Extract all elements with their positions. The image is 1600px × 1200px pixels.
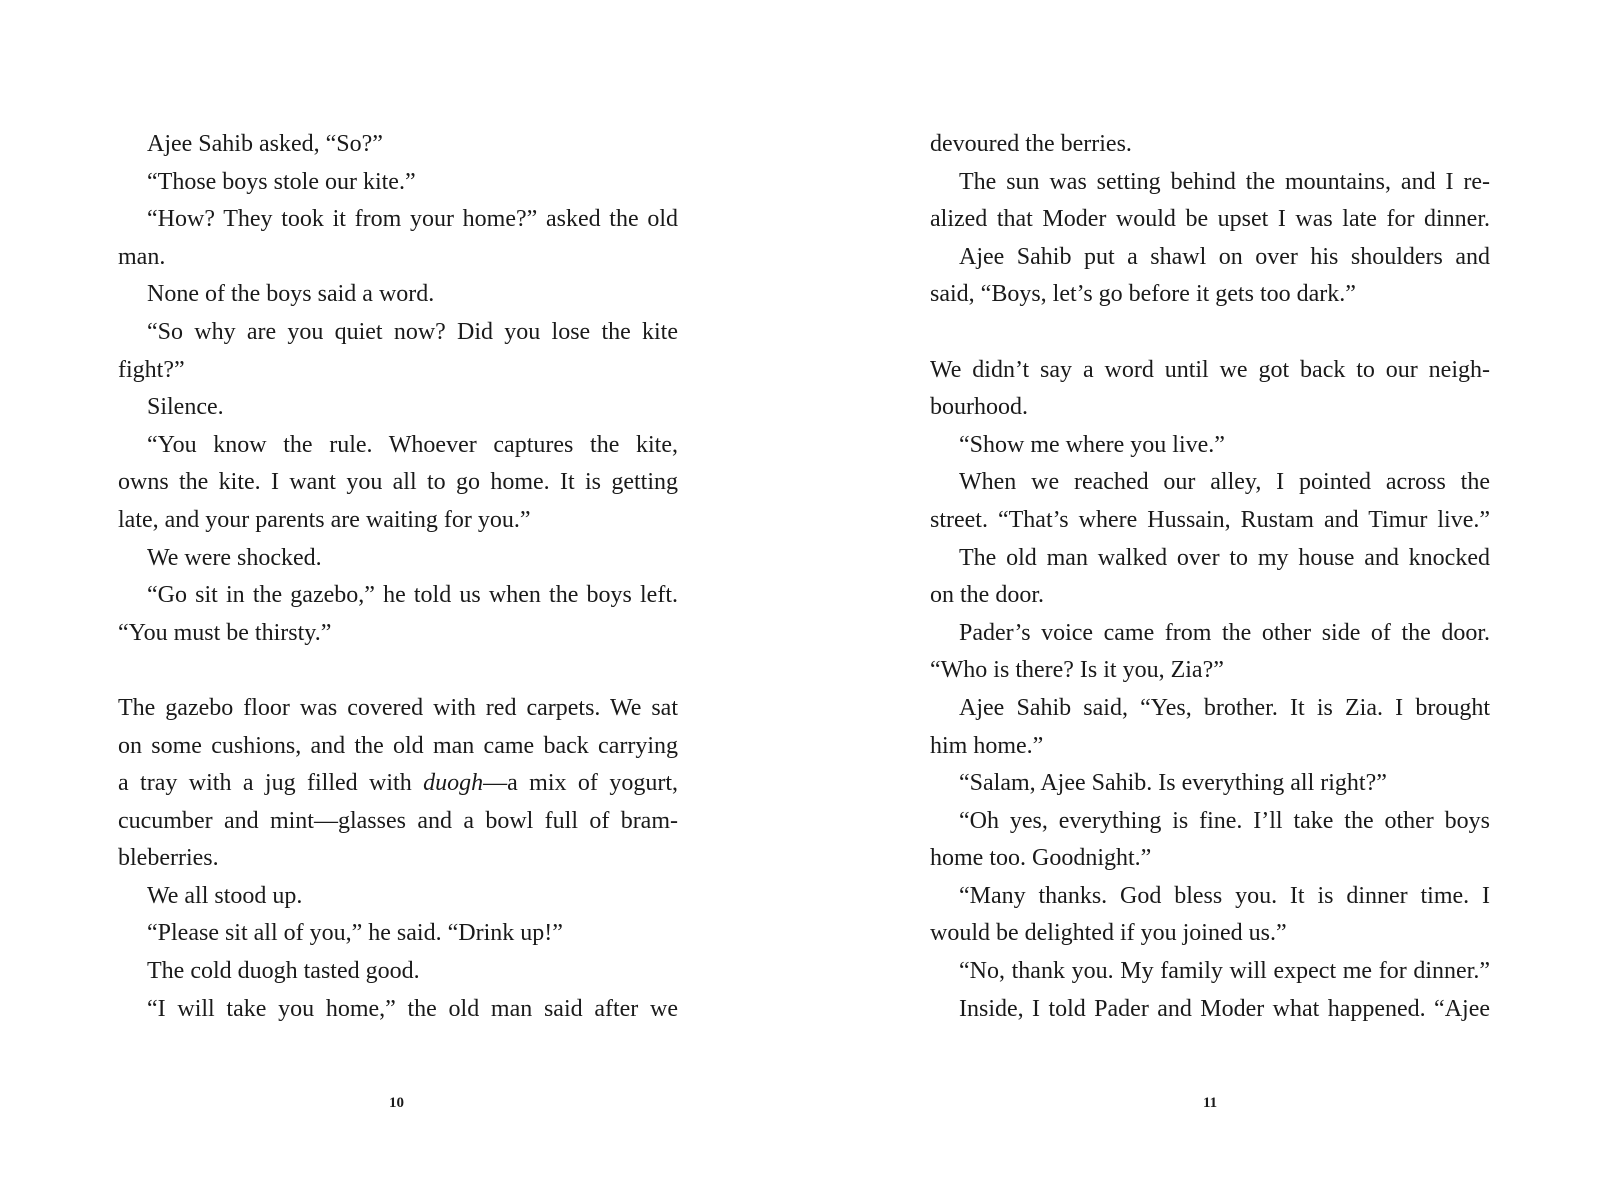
left-page: [118, 126, 678, 1028]
text-line: fight?”: [118, 356, 185, 383]
text-line: “How? They took it from your home?” asked the old: [147, 206, 678, 233]
text-line: When we reached our alley, I pointed across the: [959, 469, 1490, 496]
text-line: Inside, I told Pader and Moder what happened. “Ajee: [959, 995, 1490, 1022]
text-line: Ajee Sahib asked, “So?”: [147, 131, 383, 157]
text-line: would be delighted if you joined us.”: [930, 920, 1287, 947]
text-line: on the door.: [930, 582, 1044, 609]
text-line: The gazebo floor was covered with red carpets. We sat: [118, 694, 678, 721]
text-line: “You know the rule. Whoever captures the kite,: [147, 431, 678, 458]
text-line: “Many thanks. God bless you. It is dinner time. I: [959, 882, 1490, 909]
text-line: Ajee Sahib put a shawl on over his shoulders and: [959, 243, 1490, 270]
text-line: alized that Moder would be upset I was late for dinner.: [930, 206, 1490, 233]
text-line: Silence.: [147, 394, 224, 421]
right-page: [930, 126, 1490, 1028]
text-line: street. “That’s where Hussain, Rustam and Timur live.”: [930, 506, 1490, 533]
text-line-with-italic: [118, 765, 678, 803]
text-line: Ajee Sahib said, “Yes, brother. It is Zia. I brought: [959, 694, 1490, 721]
text-line: late, and your parents are waiting for you.”: [118, 506, 531, 533]
text-line: said, “Boys, let’s go before it gets too dark.”: [930, 281, 1356, 308]
text-line: owns the kite. I want you all to go home. It is getting: [118, 469, 678, 496]
text-segment: —a mix of yogurt,: [483, 770, 678, 797]
text-line: We were shocked.: [147, 544, 322, 571]
text-line: “I will take you home,” the old man said after we: [147, 995, 678, 1022]
text-line: We didn’t say a word until we got back to our neigh-: [930, 356, 1490, 383]
text-line: “Oh yes, everything is fine. I’ll take the other boys: [959, 807, 1490, 834]
text-line: “Those boys stole our kite.”: [147, 168, 416, 195]
text-line: bourhood.: [930, 394, 1028, 421]
text-line: man.: [118, 243, 166, 270]
text-line: “Show me where you live.”: [959, 431, 1225, 458]
text-line: “So why are you quiet now? Did you lose the kite: [147, 318, 678, 345]
text-line: “No, thank you. My family will expect me for dinner.”: [959, 958, 1490, 985]
section-break: [930, 314, 1490, 352]
text-line: on some cushions, and the old man came back carrying: [118, 732, 678, 759]
text-line: None of the boys said a word.: [147, 281, 435, 308]
text-line: The sun was setting behind the mountains, and I re-: [959, 168, 1490, 195]
text-line: home too. Goodnight.”: [930, 845, 1152, 872]
text-line: The cold duogh tasted good.: [147, 958, 420, 985]
text-line: “Who is there? Is it you, Zia?”: [930, 657, 1224, 684]
page-number: 11: [1203, 1095, 1218, 1111]
text-line: him home.”: [930, 732, 1044, 759]
italic-term: duogh: [423, 770, 484, 797]
text-line: We all stood up.: [147, 882, 303, 909]
text-line: Pader’s voice came from the other side of the door.: [959, 619, 1490, 646]
text-line: “You must be thirsty.”: [118, 619, 332, 646]
text-line: “Salam, Ajee Sahib. Is everything all right?”: [959, 770, 1387, 797]
text-line: The old man walked over to my house and knocked: [959, 544, 1490, 571]
text-line: bleberries.: [118, 845, 219, 872]
text-segment: a tray with a jug filled with: [118, 770, 424, 797]
text-line: cucumber and mint—glasses and a bowl full of bram-: [118, 807, 678, 834]
text-line: “Go sit in the gazebo,” he told us when the boys left.: [147, 582, 678, 609]
section-break: [118, 652, 678, 690]
text-line: devoured the berries.: [930, 131, 1132, 157]
page-number: 10: [389, 1095, 404, 1111]
text-line: “Please sit all of you,” he said. “Drink up!”: [147, 920, 563, 947]
